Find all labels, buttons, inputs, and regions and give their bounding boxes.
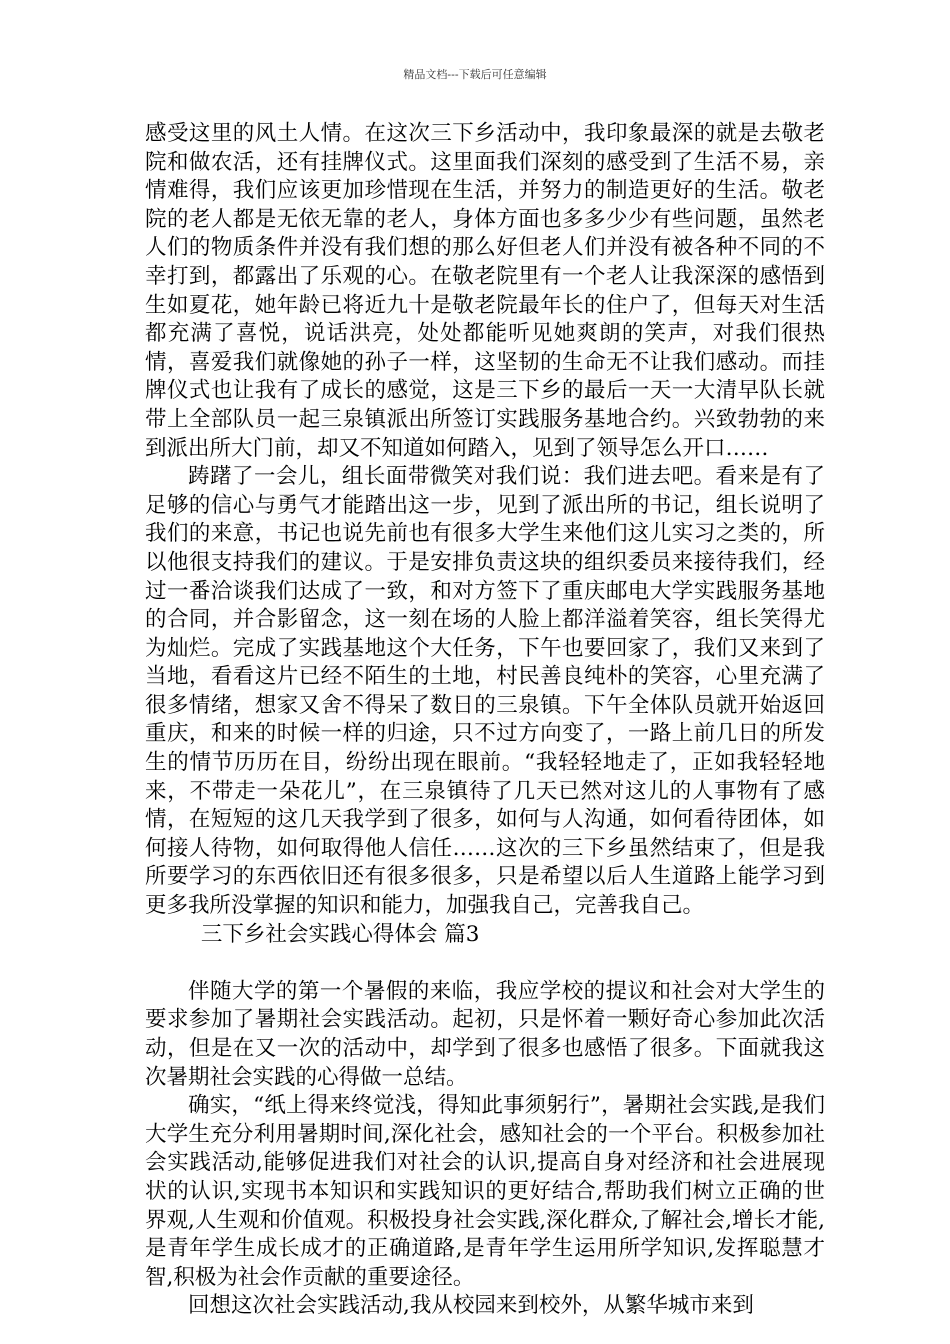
- document-body: [145, 120, 825, 1321]
- paragraph-3: 伴随大学的第一个暑假的来临，我应学校的提议和社会对大学生的要求参加了暑期社会实践活动。起初，只是怀着一颗好奇心参加此次活动，但是在又一次的活动中，却学到了很多也感悟了很多。下面就我这次暑期社会实践的心得做一总结。: [145, 978, 825, 1090]
- page-header: 精品文档---下载后可任意编辑: [403, 68, 547, 81]
- paragraph-4: 确实，“纸上得来终觉浅，得知此事须躬行”，暑期社会实践,是我们大学生充分利用暑期时间,深化社会，感知社会的一个平台。积极参加社会实践活动,能够促进我们对社会的认识,提高自身对经济和社会进展现状的认识,实现书本知识和实践知识的更好结合,帮助我们树立正确的世界观,人生观和价值观。积极投身社会实践,深化群众,了解社会,增长才能,是青年学生成长成才的正确道路,是青年学生运用所学知识,发挥聪慧才智,积极为社会作贡献的重要途径。: [145, 1093, 825, 1290]
- paragraph-2: 踌躇了一会儿，组长面带微笑对我们说：我们进去吧。看来是有了足够的信心与勇气才能踏出这一步，见到了派出所的书记，组长说明了我们的来意，书记也说先前也有很多大学生来他们这儿实习之类的，所以他很支持我们的建议。于是安排负责这块的组织委员来接待我们，经过一番洽谈我们达成了一致，和对方签下了重庆邮电大学实践服务基地的合同，并合影留念，这一刻在场的人脸上都洋溢着笑容，组长笑得尤为灿烂。完成了实践基地这个大任务，下午也要回家了，我们又来到了当地，看看这片已经不陌生的土地，村民善良纯朴的笑容，心里充满了很多情绪，想家又舍不得呆了数日的三泉镇。下午全体队员就开始返回重庆，和来的时候一样的归途，只不过方向变了，一路上前几日的所发生的情节历历在目，纷纷出现在眼前。“我轻轻地走了，正如我轻轻地来，不带走一朵花儿”，在三泉镇待了几天已然对这儿的人事物有了感情，在短短的这几天我学到了很多，如何与人沟通，如何看待团体，如何接人待物，如何取得他人信任……这次的三下乡虽然结束了，但是我所要学习的东西依旧还有很多很多，只是希望以后人生道路上能学习到更多我所没掌握的知识和能力，加强我自己，完善我自己。: [145, 464, 825, 919]
- paragraph-5: 回想这次社会实践活动,我从校园来到校外，从繁华城市来到: [188, 1293, 754, 1319]
- section-heading: 三下乡社会实践心得体会 篇3: [200, 921, 480, 947]
- paragraph-1: 感受这里的风土人情。在这次三下乡活动中，我印象最深的就是去敬老院和做农活，还有挂牌仪式。这里面我们深刻的感受到了生活不易，亲情难得，我们应该更加珍惜现在生活，并努力的制造更好的生活。敬老院的老人都是无依无靠的老人，身体方面也多多少少有些问题，虽然老人们的物质条件并没有我们想的那么好但老人们并没有被各种不同的不幸打到，都露出了乐观的心。在敬老院里有一个老人让我深深的感悟到生如夏花，她年龄已将近九十是敬老院最年长的住户了，但每天对生活都充满了喜悦，说话洪亮，处处都能听见她爽朗的笑声，对我们很热情，喜爱我们就像她的孙子一样，这坚韧的生命无不让我们感动。而挂牌仪式也让我有了成长的感觉，这是三下乡的最后一天一大清早队长就带上全部队员一起三泉镇派出所签订实践服务基地合约。兴致勃勃的来到派出所大门前，却又不知道如何踏入，见到了领导怎么开口……: [145, 121, 825, 461]
